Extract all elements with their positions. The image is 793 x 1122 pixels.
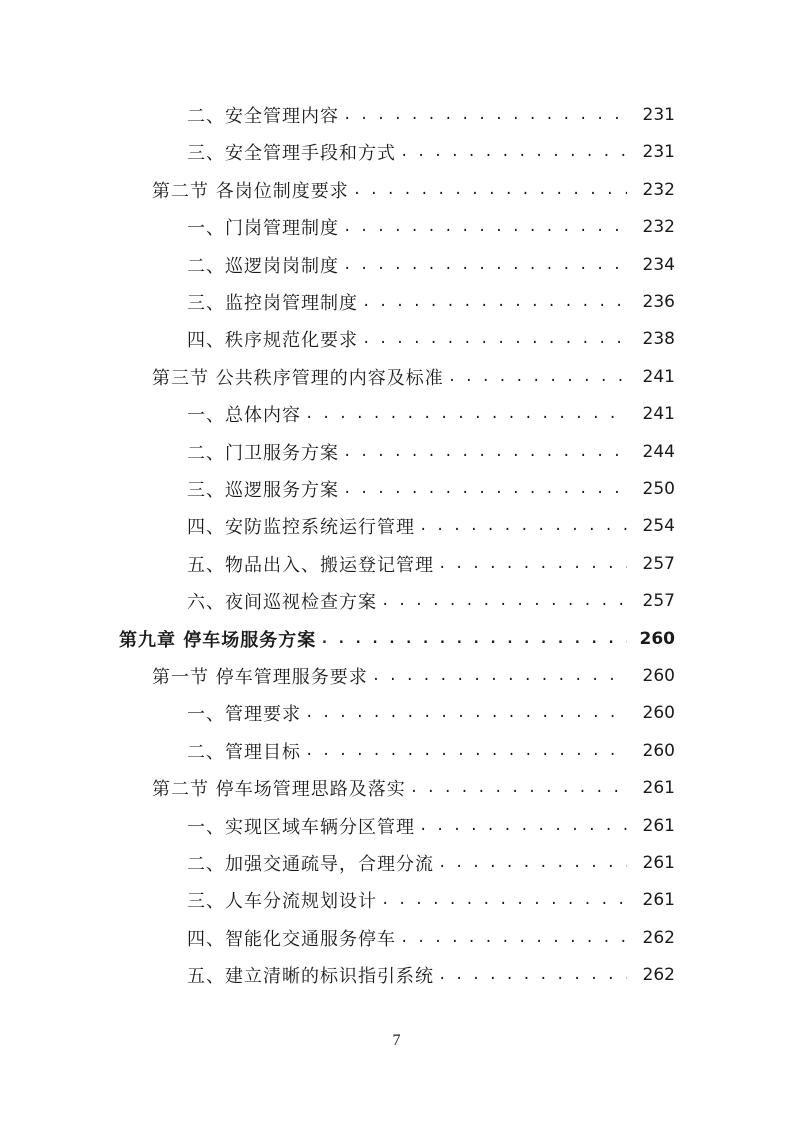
toc-entry-title: 六、夜间巡视检查方案 [187,592,377,614]
toc-entry-row [0,100,675,130]
toc-entry-title: 一、管理要求 [187,704,301,726]
toc-entry-title: 五、建立清晰的标识指引系统 [187,966,434,988]
dot-leader [343,250,627,280]
toc-entry-row [0,137,675,167]
dot-leader [343,100,627,130]
toc-entry-item[interactable] [0,549,675,579]
toc-entry-row [0,175,675,205]
toc-entry-page-number: 261 [642,778,675,799]
toc-entry-page-number: 232 [642,217,675,238]
toc-entry-sec[interactable] [0,773,675,803]
dot-leader [448,362,627,392]
toc-entry-title: 二、管理目标 [187,741,301,763]
dot-leader [419,811,627,841]
toc-entry-item[interactable] [0,586,675,616]
toc-entry-page-number: 260 [642,666,675,686]
toc-entry-item[interactable] [0,885,675,915]
toc-entry-item[interactable] [0,511,675,541]
toc-entry-page-number: 261 [642,853,675,873]
toc-entry-page-number: 234 [642,254,675,275]
toc-entry-page-number: 244 [642,441,675,462]
toc-entry-page-number: 238 [642,329,675,350]
toc-entry-title: 四、秩序规范化要求 [187,330,358,352]
toc-entry-title: 四、智能化交通服务停车 [187,928,396,950]
toc-entry-page-number: 260 [642,703,675,724]
toc-entry-item[interactable] [0,736,675,766]
toc-entry-row [0,362,675,392]
toc-entry-row [0,511,675,541]
toc-entry-row [0,437,675,467]
toc-entry-row [0,848,675,878]
toc-entry-page-number: 260 [642,740,675,761]
dot-leader [372,661,627,691]
toc-entry-sec[interactable] [0,175,675,205]
dot-leader [305,736,627,766]
dot-leader [400,923,627,953]
toc-entry-item[interactable] [0,698,675,728]
toc-entry-row [0,698,675,728]
dot-leader [362,287,627,317]
dot-leader [343,474,627,504]
dot-leader [419,511,627,541]
toc-entry-row [0,324,675,354]
toc-entry-title: 五、物品出入、搬运登记管理 [187,554,434,576]
toc-entry-row [0,549,675,579]
toc-entry-page-number: 261 [642,815,675,836]
toc-entry-item[interactable] [0,287,675,317]
toc-entry-row [0,923,675,953]
toc-entry-row [0,736,675,766]
page-number: 7 [392,1032,401,1049]
dot-leader [353,175,627,205]
toc-entry-title: 三、巡逻服务方案 [187,480,339,501]
toc-entry-page-number: 241 [642,366,675,387]
toc-entry-page-number: 257 [642,591,675,612]
toc-entry-title: 二、巡逻岗岗制度 [187,255,339,277]
dot-leader [305,399,627,429]
toc-entry-page-number: 250 [642,479,675,499]
toc-entry-row [0,960,675,990]
toc-entry-title: 二、加强交通疏导，合理分流 [187,854,434,875]
dot-leader [381,586,627,616]
toc-entry-title: 第二节 停车场管理思路及落实 [152,779,406,801]
toc-entry-page-number: 262 [642,927,675,948]
toc-entry-page-number: 232 [642,179,675,200]
dot-leader [438,960,627,990]
toc-entry-row [0,474,675,504]
toc-entry-row [0,586,675,616]
toc-entry-row [0,287,675,317]
toc-entry-item[interactable] [0,437,675,467]
toc-entry-row [0,624,675,654]
toc-entry-item[interactable] [0,100,675,130]
toc-entry-page-number: 231 [642,142,675,163]
toc-entry-item[interactable] [0,324,675,354]
toc-entry-sec[interactable] [0,362,675,392]
toc-entry-sec[interactable] [0,661,675,691]
dot-leader [400,137,627,167]
toc-entry-title: 一、门岗管理制度 [187,218,339,240]
toc-entry-title: 第九章 停车场服务方案 [119,629,317,651]
toc-entry-title: 四、安防监控系统运行管理 [187,517,415,539]
toc-entry-item[interactable] [0,811,675,841]
toc-entry-title: 第二节 各岗位制度要求 [152,180,349,202]
toc-entry-row [0,212,675,242]
toc-entry-page-number: 257 [642,553,675,574]
toc-entry-title: 三、人车分流规划设计 [187,891,377,913]
toc-entry-chap[interactable] [0,624,675,654]
toc-entry-page-number: 262 [642,965,675,986]
toc-entry-page-number: 261 [642,890,675,911]
toc-entry-page-number: 231 [642,105,675,125]
toc-entry-title: 一、总体内容 [187,405,301,427]
toc-entry-item[interactable] [0,212,675,242]
dot-leader [438,549,627,579]
toc-entry-title: 三、监控岗管理制度 [187,293,358,314]
toc-entry-page-number: 241 [642,404,675,425]
toc-entry-page-number: 254 [642,516,675,537]
dot-leader [305,698,627,728]
toc-entry-title: 一、实现区域车辆分区管理 [187,816,415,838]
toc-entry-row [0,773,675,803]
dot-leader [343,437,627,467]
toc-entry-row [0,661,675,691]
dot-leader [320,624,627,654]
toc-entry-item[interactable] [0,474,675,504]
toc-entry-row [0,399,675,429]
toc-entry-row [0,885,675,915]
toc-entry-item[interactable] [0,923,675,953]
toc-entry-page-number: 260 [639,628,675,649]
toc-entry-item[interactable] [0,399,675,429]
dot-leader [438,848,627,878]
dot-leader [381,885,627,915]
toc-entry-title: 第一节 停车管理服务要求 [152,667,368,688]
toc-entry-item[interactable] [0,960,675,990]
toc-entry-item[interactable] [0,137,675,167]
toc-entry-title: 二、门卫服务方案 [187,442,339,464]
toc-entry-page-number: 236 [642,292,675,312]
toc-entry-title: 三、安全管理手段和方式 [187,143,396,165]
toc-entry-title: 二、安全管理内容 [187,106,339,127]
toc-entry-title: 第三节 公共秩序管理的内容及标准 [152,367,444,389]
toc-entry-item[interactable] [0,250,675,280]
toc-entry-row [0,250,675,280]
dot-leader [410,773,627,803]
dot-leader [343,212,627,242]
toc-entry-item[interactable] [0,848,675,878]
dot-leader [362,324,627,354]
toc-entry-row [0,811,675,841]
